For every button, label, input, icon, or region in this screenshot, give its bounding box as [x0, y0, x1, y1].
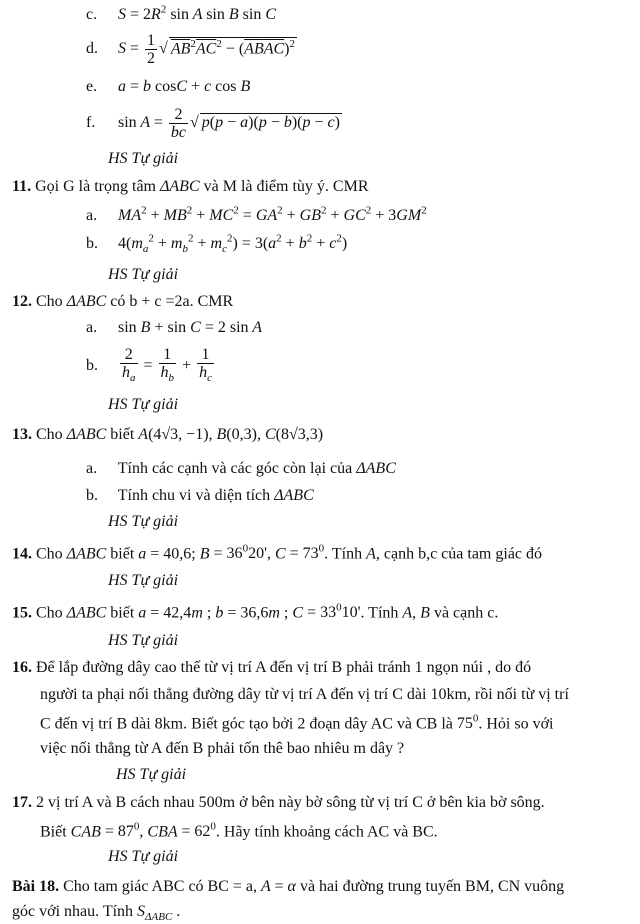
problem-16-line2: người ta phại nối thẳng đường dây từ vị trí A đến vị trí C dài 10km, rồi nối từ vị trí	[40, 686, 569, 703]
formula-e: e. a = b cosC + c cos B	[86, 78, 251, 95]
hs-note: HS Tự giải	[116, 766, 187, 783]
problem-18: Bài 18. Cho tam giác ABC có BC = a, A = α và hai đường trung tuyến BM, CN vuông	[12, 878, 565, 895]
problem-13-b: b. Tính chu vi và diện tích ΔABC	[86, 487, 314, 504]
problem-18-line2: góc với nhau. Tính $S_{\Delta ABC}$ .	[12, 903, 181, 924]
problem-16-line4: việc nối thẳng từ A đến B phải tốn thê bao nhiêu m dây ?	[40, 740, 405, 757]
problem-15: 15. Cho ΔABC biết a = 42,4m ; b = 36,6m ; $C = 33^010'$. Tính A, B và cạnh c.	[12, 602, 499, 622]
formula-d-expr: S = $\frac{1}{2}$ √ $AB^2\overline{AC}^2 - (\overline{AB}\overline{AC})^2$	[118, 32, 295, 67]
hs-note: HS Tự giải	[108, 396, 179, 413]
problem-16: 16. Để lắp đường dây cao thế từ vị trí A đến vị trí B phải tránh 1 ngọn núi , do đó	[12, 659, 532, 676]
problem-11-a: a. $MA^2 + MB^2 + MC^2 = GA^2 + GB^2 + GC^2 + 3GM^2$	[86, 205, 427, 225]
formula-f-expr: sin A = $\frac{2}{bc}$ √ p(p − a)(p − b)(p − c)	[118, 106, 340, 141]
problem-17: 17. 2 vị trí A và B cách nhau 500m ở bên này bờ sông từ vị trí C ở bên kia bờ sông.	[12, 794, 545, 811]
formula-c-expr: $S = 2R^2$ sin A sin B sin C	[118, 4, 276, 24]
hs-note: HS Tự giải	[108, 266, 179, 283]
problem-12-a: a. sin B + sin C = 2 sin A	[86, 319, 263, 336]
formula-e-expr: a = b cosC + c cos B	[118, 78, 251, 95]
formula-d: d. S = $\frac{1}{2}$ √ $AB^2\overline{AC}^2 - (\overline{AB}\overline{AC})^2$	[86, 32, 295, 67]
hs-note: HS Tự giải	[108, 150, 179, 167]
hs-note: HS Tự giải	[108, 848, 179, 865]
problem-12: 12. Cho ΔABC có b + c =2a. CMR	[12, 293, 234, 310]
problem-13: 13. Cho ΔABC biết A(4√3, −1), B(0,3), C(8√3,3)	[12, 426, 324, 443]
hs-note: HS Tự giải	[108, 632, 179, 649]
problem-12-b: b. $\frac{2}{h_a}$ = $\frac{1}{h_b}$ + $\frac{1}{h_c}$	[86, 346, 212, 385]
formula-f: f. sin A = $\frac{2}{bc}$ √ p(p − a)(p − b)(p − c)	[86, 106, 340, 141]
problem-11: 11. Gọi G là trọng tâm ΔABC và M là điểm tùy ý. CMR	[12, 178, 369, 195]
hs-note: HS Tự giải	[108, 513, 179, 530]
formula-c: c. $S = 2R^2$ sin A sin B sin C	[86, 4, 276, 24]
problem-11-b: b. $4(m_a^2 + m_b^2 + m_c^2) = 3(a^2 + b^2 + c^2)$	[86, 233, 348, 256]
problem-13-a: a. Tính các cạnh và các góc còn lại của ΔABC	[86, 460, 396, 477]
problem-14: 14. Cho ΔABC biết a = 40,6; $B = 36^020'$, $C = 73^0$. Tính A, cạnh b,c của tam giác đó	[12, 543, 543, 563]
problem-17-line2: Biết CAB = $87^0$, CBA = $62^0$. Hãy tính khoảng cách AC và BC.	[40, 821, 438, 841]
hs-note: HS Tự giải	[108, 572, 179, 589]
problem-16-line3: C đến vị trí B dài 8km. Biết góc tạo bởi 2 đoạn dây AC và CB là $75^0$. Hỏi so với	[40, 713, 554, 733]
